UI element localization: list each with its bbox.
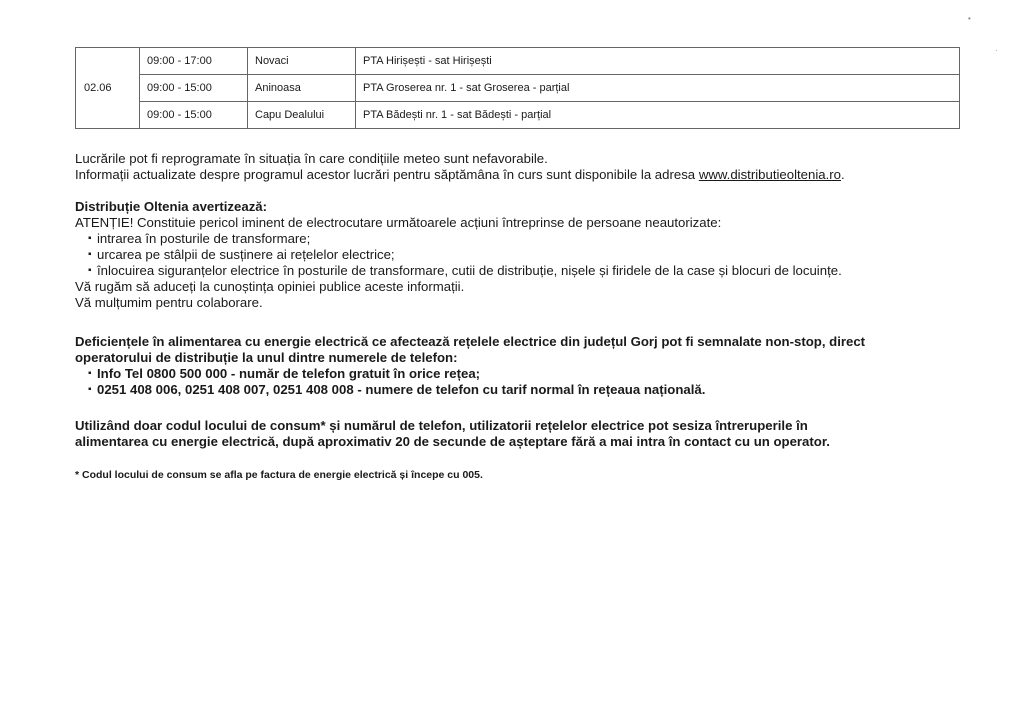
notice-line (75, 167, 845, 183)
list-item: ▪ intrarea în posturile de transformare; (75, 231, 842, 247)
notice-line: Lucrările pot fi reprogramate în situația în care condițiile meteo sunt nefavorabile. (75, 151, 548, 166)
warning-list (75, 231, 842, 279)
notice-block (75, 151, 845, 183)
website-link[interactable]: www.distributieoltenia.ro (698, 167, 842, 182)
warning-block (75, 199, 842, 311)
list-item: ▪ înlocuirea siguranțelor electrice în posturile de transformare, cutii de distribuție, nișele și firidele de la case și blocuri de locuințe. (75, 263, 842, 279)
thanks-text: Vă mulțumim pentru colaborare. (75, 295, 263, 310)
self-service-line: Utilizând doar codul locului de consum* și numărul de telefon, utilizatorii rețelelor electrice pot sesiza întreruperile în (75, 418, 808, 433)
deficiencies-line: operatorului de distribuție la unul dintre numerele de telefon: (75, 350, 458, 365)
list-item: ▪ urcarea pe stâlpii de susținere ai rețelelor electrice; (75, 247, 842, 263)
notice-text: . (841, 167, 845, 182)
time-cell: 09:00 - 17:00 (140, 48, 248, 75)
warning-heading: Distribuție Oltenia avertizează: (75, 199, 268, 214)
list-item: ▪ Info Tel 0800 500 000 - număr de telefon gratuit în orice rețea; (75, 366, 865, 382)
time-cell: 09:00 - 15:00 (140, 75, 248, 102)
scan-dot: • (968, 14, 971, 23)
warning-intro: ATENȚIE! Constituie pericol iminent de electrocutare următoarele acțiuni întreprinse de persoane neautorizate: (75, 215, 722, 230)
request-text: Vă rugăm să aduceți la cunoștința opiniei publice aceste informații. (75, 279, 465, 294)
scan-dot: · (995, 46, 998, 55)
time-cell: 09:00 - 15:00 (140, 102, 248, 129)
table-row (76, 75, 960, 102)
table-row (76, 48, 960, 75)
locality-cell: Novaci (248, 48, 356, 75)
detail-cell: PTA Bădești nr. 1 - sat Bădești - parțial (356, 102, 960, 129)
table-row (76, 102, 960, 129)
schedule-table (75, 47, 960, 129)
notice-text: Informații actualizate despre programul acestor lucrări pentru săptămâna în curs sunt disponibile la adresa (75, 167, 699, 182)
footnote: * Codul locului de consum se afla pe factura de energie electrică și începe cu 005. (75, 469, 483, 481)
locality-cell: Capu Dealului (248, 102, 356, 129)
date-cell: 02.06 (76, 48, 140, 129)
list-item: ▪ 0251 408 006, 0251 408 007, 0251 408 008 - numere de telefon cu tarif normal în rețeaua națională. (75, 382, 865, 398)
phone-list (75, 366, 865, 398)
locality-cell: Aninoasa (248, 75, 356, 102)
deficiencies-block (75, 334, 865, 398)
deficiencies-line: Deficiențele în alimentarea cu energie electrică ce afectează rețelele electrice din județul Gorj pot fi semnalate non-stop, direct (75, 334, 866, 349)
detail-cell: PTA Hirișești - sat Hirișești (356, 48, 960, 75)
detail-cell: PTA Groserea nr. 1 - sat Groserea - parțial (356, 75, 960, 102)
self-service-line: alimentarea cu energie electrică, după aproximativ 20 de secunde de așteptare fără a mai intra în contact cu un operator. (75, 434, 830, 449)
self-service-block (75, 418, 830, 450)
